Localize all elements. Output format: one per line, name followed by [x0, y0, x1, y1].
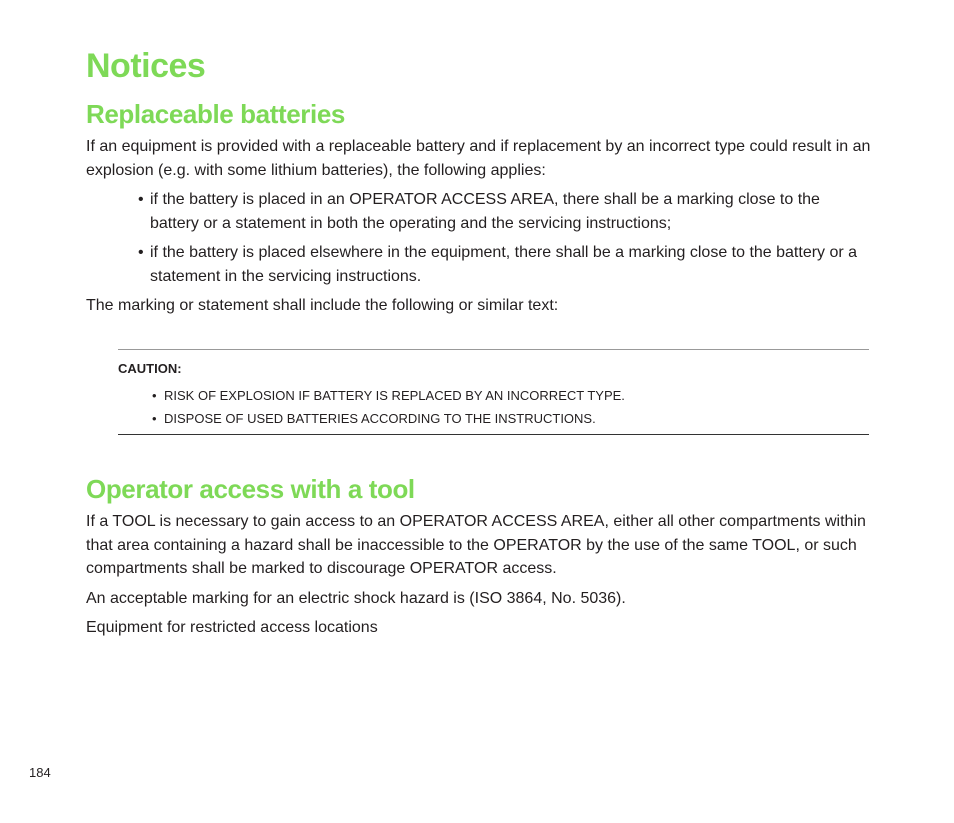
caution-item-text: RISK OF EXPLOSION IF BATTERY IS REPLACED BY AN INCORRECT TYPE.	[164, 388, 625, 403]
caution-list	[152, 384, 625, 430]
tool-paragraph-3: Equipment for restricted access locations	[86, 619, 378, 636]
tool-paragraph-1: If a TOOL is necessary to gain access to an OPERATOR ACCESS AREA, either all other compartments within that area containing a hazard shall be inaccessible to the OPERATOR by the use of the same TOOL, or such compartments shall be marked to discourage OPERATOR access.	[86, 513, 866, 577]
list-item	[152, 384, 625, 407]
batteries-outro-paragraph: The marking or statement shall include the following or similar text:	[86, 297, 559, 314]
bullet-icon: •	[152, 411, 157, 426]
tool-paragraph-2: An acceptable marking for an electric shock hazard is (ISO 3864, No. 5036).	[86, 590, 626, 607]
batteries-bullet-list	[138, 188, 868, 294]
caution-label: CAUTION:	[118, 361, 182, 376]
list-item	[138, 188, 868, 235]
section-heading-operator-access: Operator access with a tool	[86, 474, 415, 504]
bullet-icon: •	[138, 244, 144, 261]
section-heading-replaceable-batteries: Replaceable batteries	[86, 99, 345, 129]
batteries-intro-paragraph: If an equipment is provided with a replaceable battery and if replacement by an incorrect type could result in an explosion (e.g. with some lithium batteries), the following applies:	[86, 138, 871, 179]
list-item-text: if the battery is placed elsewhere in the equipment, there shall be a marking close to the battery or a statement in the servicing instructions.	[150, 244, 858, 285]
list-item	[152, 407, 625, 430]
bullet-icon: •	[152, 388, 157, 403]
page-number: 184	[29, 765, 51, 780]
caution-item-text: DISPOSE OF USED BATTERIES ACCORDING TO THE INSTRUCTIONS.	[164, 411, 596, 426]
caution-box	[118, 349, 869, 435]
list-item	[138, 241, 868, 288]
bullet-icon: •	[138, 191, 144, 208]
list-item-text: if the battery is placed in an OPERATOR ACCESS AREA, there shall be a marking close to the battery or a statement in both the operating and the servicing instructions;	[150, 191, 820, 232]
page-title: Notices	[86, 47, 206, 85]
